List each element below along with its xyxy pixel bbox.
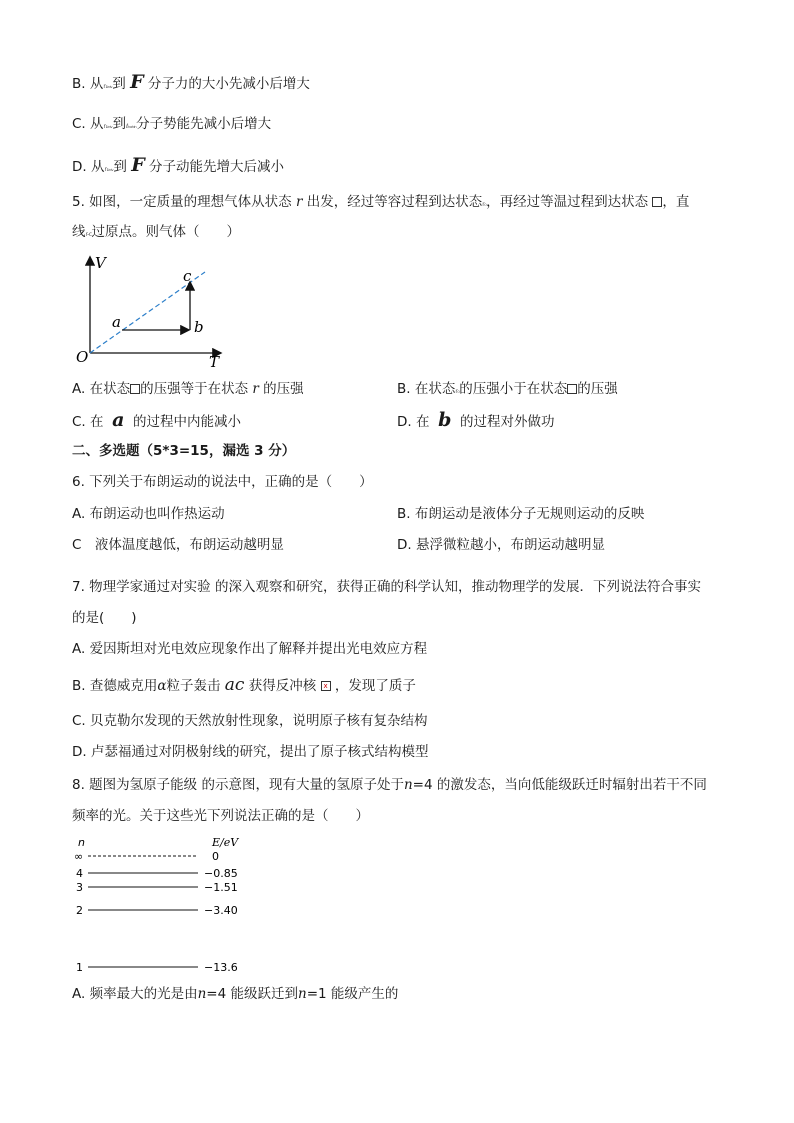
q5-stem-line1 <box>72 193 689 214</box>
q4-b-text: 分子力的大小先减小后增大 <box>147 76 310 92</box>
q5-d-symbol: b <box>438 409 452 431</box>
q4-b-symbol-f: F <box>130 71 144 93</box>
q8-a-part1: A. 频率最大的光是由 <box>72 986 198 1002</box>
q7-stem-line1: 7. 物理学家通过对实验 的深入观察和研究，获得正确的科学认知，推动物理学的发展．下列说法符合事实 <box>72 579 701 595</box>
q5-option-a <box>72 380 304 398</box>
q7-b-symbol: ac <box>224 675 245 695</box>
q8-stem-part2: =4 的激发态，当向低能级跃迁时辐射出若干不同 <box>412 777 707 793</box>
q7-b-part4: ，发现了质子 <box>334 678 416 694</box>
q5-c-part2: 的过程中内能减小 <box>133 414 242 430</box>
q8-stem-part1: 8. 题图为氢原子能级 的示意图，现有大量的氢原子处于 <box>72 777 404 793</box>
q5-graph-point-c: c <box>183 267 192 285</box>
q5-graph-origin-label: O <box>76 348 89 366</box>
q7-b-box: x <box>321 681 331 691</box>
q5-symbol-ac: r-c <box>85 231 92 238</box>
q6-option-b: B. 布朗运动是液体分子无规则运动的反映 <box>397 506 645 522</box>
q5-stem-part2: 出发，经过等容过程到达状态 <box>306 194 483 210</box>
q4-b-symbol-r: r₁ᵢₙᵢᵥ <box>103 83 113 90</box>
q8-level-inf-n: ∞ <box>74 850 84 863</box>
q5-graph-point-a: a <box>112 313 121 331</box>
q7-stem-line2: 的是( ) <box>72 610 137 626</box>
q5-stem-line2 <box>72 223 240 244</box>
q4-d-prefix: D. 从 <box>72 159 105 175</box>
q8-level-3-e: −1.51 <box>204 881 238 894</box>
q5-option-d <box>397 411 554 431</box>
q5-stem-part1: 5. 如图，一定质量的理想气体从状态 <box>72 194 292 210</box>
q7-option-d: D. 卢瑟福通过对阴极射线的研究，提出了原子核式结构模型 <box>72 744 429 760</box>
q5-d-part2: 的过程对外做功 <box>459 414 555 430</box>
q5-graph-v-label: V <box>95 254 106 272</box>
q7-option-b <box>72 676 416 695</box>
q8-level-4-n: 4 <box>76 867 83 880</box>
q4-b-prefix: B. 从 <box>72 76 104 92</box>
q5-symbol-b: r₀ <box>482 201 487 208</box>
q8-a-n2: n <box>298 986 307 1002</box>
q7-b-part2: 粒子轰击 <box>166 678 221 694</box>
q5-stem-line2-part2: 过原点。则气体（ ） <box>91 224 241 240</box>
q5-b-part2: 的压强小于在状态 <box>459 381 568 397</box>
q5-b-symbol: r₀ <box>455 388 460 395</box>
q4-d-symbol-r: r₁ᵢₙᵢᵥ <box>104 166 114 173</box>
q4-b-to: 到 <box>112 76 126 92</box>
q5-option-c <box>72 411 241 431</box>
q5-c-symbol: a <box>112 409 125 431</box>
q8-stem-line1 <box>72 776 707 794</box>
q4-c-text: 分子势能先减小后增大 <box>136 116 272 132</box>
q8-level-3-n: 3 <box>76 881 83 894</box>
q4-d-symbol-f: F <box>131 154 145 176</box>
q5-graph-point-b: b <box>194 318 204 336</box>
q5-vt-graph <box>70 250 230 370</box>
q5-option-b <box>397 380 618 401</box>
section-2-heading: 二、多选题（5*3=15，漏选 3 分） <box>72 443 296 459</box>
q5-stem-part3: ，再经过等温过程到达状态 <box>486 194 649 210</box>
q4-d-text: 分子动能先增大后减小 <box>149 159 284 175</box>
q5-d-part1: D. 在 <box>397 414 430 430</box>
q6-option-c: C 液体温度越低，布朗运动越明显 <box>72 537 284 553</box>
q5-b-part3: 的压强 <box>577 381 618 397</box>
q4-d-to: 到 <box>113 159 127 175</box>
q4-c-to: 到 <box>112 116 126 132</box>
q6-option-a: A. 布朗运动也叫作热运动 <box>72 506 225 522</box>
q8-level-2-n: 2 <box>76 904 83 917</box>
q7-b-part3: 获得反冲核 <box>248 678 317 694</box>
q5-a-part3: 的压强 <box>263 381 304 397</box>
q8-a-part3: =1 能级产生的 <box>306 986 399 1002</box>
q8-level-1-e: −13.6 <box>204 961 238 974</box>
q8-stem-line2: 频率的光。关于这些光下列说法正确的是（ ） <box>72 808 369 824</box>
q6-option-d: D. 悬浮微粒越小，布朗运动越明显 <box>397 537 605 553</box>
q5-a-symbol: r <box>252 381 259 397</box>
q8-level-inf-e: 0 <box>212 850 219 863</box>
q4-option-d <box>72 156 284 179</box>
q7-option-c: C. 贝克勒尔发现的天然放射性现象，说明原子核有复杂结构 <box>72 713 428 729</box>
q5-a-part1: A. 在状态 <box>72 381 131 397</box>
q4-option-c <box>72 115 271 136</box>
q8-level-2-e: −3.40 <box>204 904 238 917</box>
q6-stem: 6. 下列关于布朗运动的说法中，正确的是（ ） <box>72 474 373 490</box>
q8-level-1-n: 1 <box>76 961 83 974</box>
q5-stem-part4: ，直 <box>662 194 690 210</box>
q7-option-a: A. 爱因斯坦对光电效应现象作出了解释并提出光电效应方程 <box>72 641 428 657</box>
q5-symbol-c-box <box>652 197 662 207</box>
q5-symbol-a: r <box>295 194 303 210</box>
q4-c-symbol-l: ℓₕₐₕᵢₙ <box>125 123 137 130</box>
q7-b-alpha: α <box>157 678 167 694</box>
q4-option-b <box>72 73 310 96</box>
q5-graph-t-label: T <box>209 353 220 370</box>
q5-stem-line2-part1: 线 <box>72 224 86 240</box>
q8-diagram-e-label: E/eV <box>212 836 239 849</box>
q5-a-part2: 的压强等于在状态 <box>140 381 249 397</box>
q8-stem-n: n <box>403 777 413 793</box>
q8-option-a <box>72 985 398 1003</box>
q5-b-box <box>567 384 577 394</box>
q4-c-prefix: C. 从 <box>72 116 104 132</box>
q8-energy-level-diagram <box>70 832 270 977</box>
q5-c-part1: C. 在 <box>72 414 104 430</box>
q4-c-symbol-r: r₁ᵢₙᵢᵥ <box>103 123 113 130</box>
q5-b-part1: B. 在状态 <box>397 381 456 397</box>
q8-a-n1: n <box>197 986 207 1002</box>
q8-a-part2: =4 能级跃迁到 <box>206 986 298 1002</box>
q7-b-part1: B. 查德威克用 <box>72 678 158 694</box>
q8-diagram-n-label: n <box>78 836 85 849</box>
q5-a-box <box>130 384 140 394</box>
q8-level-4-e: −0.85 <box>204 867 238 880</box>
